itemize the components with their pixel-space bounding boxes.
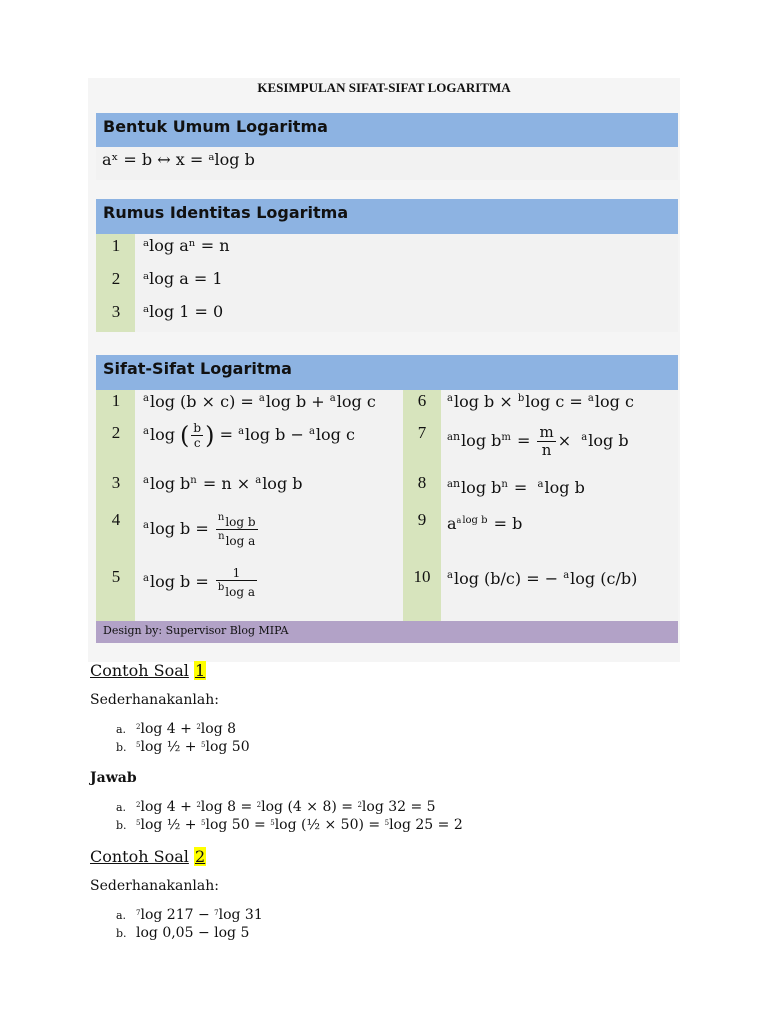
property-number: 1 bbox=[111, 391, 121, 410]
example-1-item-a: a. $^2$log 4 + $^2$log 8 bbox=[116, 721, 237, 737]
property-number: 2 bbox=[111, 423, 121, 442]
example-heading-1: Contoh Soal 1 bbox=[90, 661, 206, 680]
property-formula-4: $^a$log b = $\frac{^n\log b}{^n\log a}$ bbox=[143, 512, 256, 548]
property-formula-6: $^a$log b × $^b$log c = $^a$log c bbox=[447, 392, 634, 411]
example-2-item-a: a. $^7$log 217 − $^7$log 31 bbox=[116, 907, 263, 923]
property-formula-9: $a^{alog b} = b$ bbox=[447, 514, 523, 533]
section-heading-sifat: Sifat-Sifat Logaritma bbox=[96, 355, 678, 390]
identity-number: 1 bbox=[111, 236, 121, 255]
property-number: 4 bbox=[111, 510, 121, 529]
general-form-formula: aˣ = b ↔ x = ᵃlog b bbox=[102, 150, 255, 169]
property-number: 7 bbox=[417, 423, 427, 442]
property-number: 9 bbox=[417, 510, 427, 529]
design-credit: Design by: Supervisor Blog MIPA bbox=[96, 621, 678, 643]
property-formula-3: $^a$log $b^n = n \times ^a\log$ b bbox=[143, 474, 303, 493]
example-1-prompt: Sederhanakanlah: bbox=[90, 692, 219, 708]
identity-formula: ᵃlog 1 = 0 bbox=[143, 302, 224, 321]
example-1-answer-a: a. $^2$log 4 + $^2$log 8 = $^2$log (4 × 8) = $^2$log 32 = 5 bbox=[116, 799, 436, 815]
identity-formula: ᵃlog a = 1 bbox=[143, 269, 223, 288]
example-1-answer-b: b. $^5$log ½ + $^5$log 50 = $^5$log (½ × 50) = $^5$log 25 = 2 bbox=[116, 817, 463, 833]
property-number: 5 bbox=[111, 567, 121, 586]
example-2-prompt: Sederhanakanlah: bbox=[90, 878, 219, 894]
property-formula-1: $^a$log (b × c) = $^a$log b + $^a$log c bbox=[143, 392, 376, 411]
property-formula-5: $^a$log b = $\frac{1}{^b\log a}$ bbox=[143, 566, 255, 599]
identity-number: 2 bbox=[111, 269, 121, 288]
property-number: 8 bbox=[417, 473, 427, 492]
section-heading-identitas: Rumus Identitas Logaritma bbox=[96, 199, 678, 234]
document-title: KESIMPULAN SIFAT-SIFAT LOGARITMA bbox=[257, 80, 511, 95]
example-2-item-b: b. log 0,05 − log 5 bbox=[116, 925, 250, 941]
property-formula-7: $^{an}$log $b^m$ = $\frac{m}{n}$ × $^a$log b bbox=[447, 423, 629, 459]
section-heading-bentuk-umum: Bentuk Umum Logaritma bbox=[96, 113, 678, 147]
example-heading-2: Contoh Soal 2 bbox=[90, 847, 206, 866]
property-number: 3 bbox=[111, 473, 121, 492]
property-formula-2: $^a$log ( $\frac{b}{c}$ ) = $^a$log b − $^a$log c bbox=[143, 421, 355, 450]
property-number: 6 bbox=[417, 391, 427, 410]
example-1-item-b: b. $^5$log ½ + $^5$log 50 bbox=[116, 739, 250, 755]
property-formula-10: $^a$log (b/c) = − $^a$log (c/b) bbox=[447, 569, 638, 588]
jawab-label: Jawab bbox=[90, 770, 137, 786]
property-number: 10 bbox=[413, 567, 431, 586]
identity-formula: ᵃlog aⁿ = n bbox=[143, 236, 230, 255]
property-formula-8: $^{an}$log $b^n = ^a\log$ b bbox=[447, 477, 585, 497]
identity-number: 3 bbox=[111, 302, 121, 321]
